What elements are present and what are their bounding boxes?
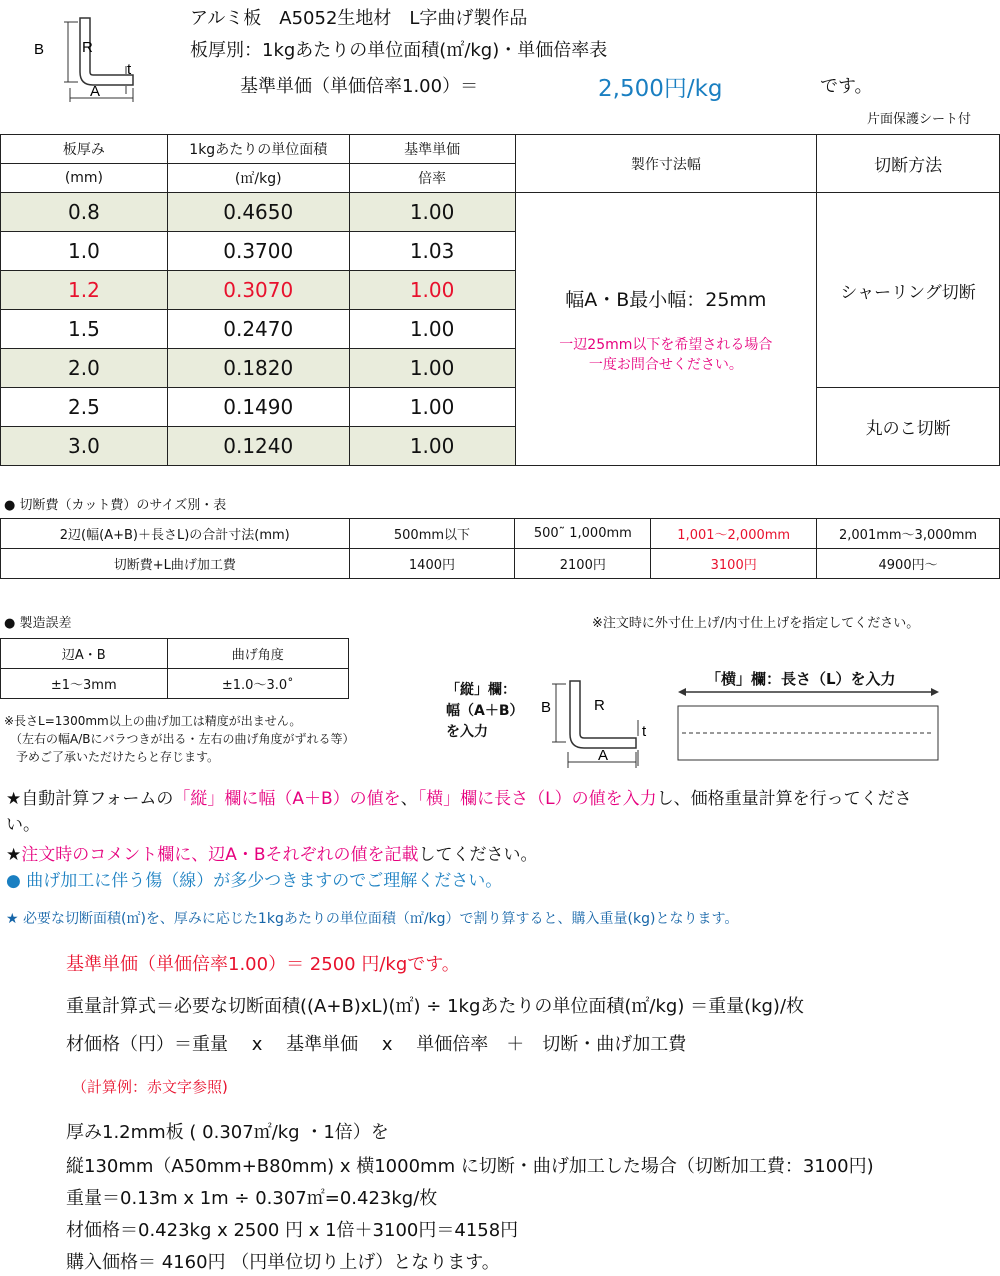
vertical-label-3: を入力 (446, 724, 488, 740)
formula-price: 材価格（円）＝重量 x 基準単価 x 単価倍率 ＋ 切断・曲げ加工費 (66, 1034, 687, 1055)
cut-fee-title: ● 切断費（カット費）のサイズ別・表 (4, 498, 227, 513)
tolerance-table (0, 638, 349, 699)
example-label: （計算例：赤文字参照) (72, 1078, 228, 1096)
cut-fee-v1: 1400円 (349, 549, 515, 579)
base-price-value: 2,500円/kg (598, 76, 723, 102)
label-t-2: t (642, 723, 647, 740)
base-price-suffix: です。 (820, 76, 873, 97)
star-line-1: ★自動計算フォームの「縦」欄に幅（A＋B）の値を、「横」欄に長さ（L）の値を入力し、価格重量計算を行ってくださ (6, 789, 912, 809)
row-rate: 1.00 (349, 427, 515, 466)
example-3: 重量＝0.13m x 1m ÷ 0.307㎡=0.423kg/枚 (66, 1188, 438, 1209)
vertical-label-1: 「縦」欄： (446, 682, 516, 698)
cut-fee-h2: 500˜ 1,000mm (515, 519, 651, 549)
header-title: アルミ板 A5052生地材 L字曲げ製作品 (190, 8, 528, 29)
formula-base: 基準単価（単価倍率1.00）＝ 2500 円/kgです。 (66, 954, 460, 975)
row-rate: 1.00 (349, 193, 515, 232)
star-line-3: ● 曲げ加工に伴う傷（線）が多少つきますのでご理解ください。 (6, 871, 503, 891)
h-rate-unit: 倍率 (349, 164, 515, 193)
h-area: 1kgあたりの単位面積 (167, 135, 349, 164)
tol-v2: ±1.0〜3.0˚ (167, 669, 349, 699)
h-area-unit: (㎡/kg) (167, 164, 349, 193)
label-t: t (127, 61, 132, 78)
tol-h1: 辺A・B (1, 639, 168, 669)
cut-fee-table (0, 518, 1000, 579)
cut-fee-r-label: 切断費+L曲げ加工費 (1, 549, 350, 579)
cut-fee-h-label: 2辺(幅(A+B)＋長さL)の合計寸法(mm) (1, 519, 350, 549)
row-thickness: 2.0 (1, 349, 168, 388)
row-rate: 1.00 (349, 349, 515, 388)
vertical-label (446, 680, 524, 743)
cut-fee-v2: 2100円 (515, 549, 651, 579)
h-width: 製作寸法幅 (515, 135, 817, 193)
vertical-label-2: 幅（A＋B） (446, 703, 524, 719)
cut-fee-h4: 2,001mm〜3,000mm (817, 519, 1000, 549)
base-price-label: 基準単価（単価倍率1.00）＝ (240, 76, 479, 97)
width-main: 幅A・B最小幅：25mm (565, 288, 767, 311)
label-r-2: R (594, 697, 605, 714)
row-area: 0.1490 (167, 388, 349, 427)
example-1: 厚み1.2mm板 ( 0.307㎡/kg ・1倍）を (66, 1122, 389, 1143)
note-2: （左右の幅A/Bにバラつきが出る・左右の曲げ角度がずれる等） (10, 732, 355, 746)
row-thickness: 0.8 (1, 193, 168, 232)
row-area: 0.1820 (167, 349, 349, 388)
label-r: R (82, 39, 93, 56)
width-cell (515, 193, 817, 466)
row-thickness: 3.0 (1, 427, 168, 466)
row-area: 0.3700 (167, 232, 349, 271)
star-line-4: ★ 必要な切断面積(㎡)を、厚みに応じた1kgあたりの単位面積（㎡/kg）で割り算すると、購入重量(kg)となります。 (6, 911, 739, 927)
row-area: 0.1240 (167, 427, 349, 466)
tol-h2: 曲げ角度 (167, 639, 349, 669)
row-area: 0.3070 (167, 271, 349, 310)
note-3: 予めご了承いただけたらと存じます。 (16, 750, 220, 764)
thickness-table (0, 134, 1000, 466)
label-a-2: A (598, 747, 609, 764)
label-b: B (34, 41, 45, 58)
cut-fee-h1: 500mm以下 (349, 519, 515, 549)
length-diagram (676, 686, 941, 762)
row-rate: 1.00 (349, 310, 515, 349)
cut-fee-v3: 3100円 (651, 549, 817, 579)
row-rate: 1.03 (349, 232, 515, 271)
width-note1: 一辺25mm以下を希望される場合 (559, 336, 773, 353)
row-area: 0.2470 (167, 310, 349, 349)
h-thickness: 板厚み (1, 135, 168, 164)
header-subtitle: 板厚別：1kgあたりの単位面積(㎡/kg)・単価倍率表 (190, 40, 608, 61)
row-area: 0.4650 (167, 193, 349, 232)
row-thickness: 1.5 (1, 310, 168, 349)
star-line-2: ★注文時のコメント欄に、辺A・Bそれぞれの値を記載してください。 (6, 845, 538, 865)
order-note: ※注文時に外寸仕上げ/内寸仕上げを指定してください。 (592, 616, 920, 631)
row-thickness: 1.2 (1, 271, 168, 310)
l-bracket-diagram-2 (538, 676, 658, 771)
tolerance-title: ● 製造誤差 (4, 616, 72, 631)
tol-v1: ±1〜3mm (1, 669, 168, 699)
row-thickness: 1.0 (1, 232, 168, 271)
star-line-1b: い。 (6, 815, 40, 835)
row-thickness: 2.5 (1, 388, 168, 427)
h-rate: 基準単価 (349, 135, 515, 164)
example-4: 材価格＝0.423kg x 2500 円 x 1倍＋3100円＝4158円 (66, 1220, 519, 1241)
width-note2: 一度お問合せください。 (588, 356, 743, 373)
cut-method-shearing: シャーリング切断 (817, 193, 1000, 388)
cut-fee-h3: 1,001〜2,000mm (651, 519, 817, 549)
horizontal-label: 「横」欄：長さ（L）を入力 (706, 670, 896, 688)
note-1: ※長さL=1300mm以上の曲げ加工は精度が出ません。 (4, 714, 302, 728)
cut-method-saw: 丸のこ切断 (817, 388, 1000, 466)
label-a: A (90, 83, 101, 100)
h-cut: 切断方法 (817, 135, 1000, 193)
row-rate: 1.00 (349, 388, 515, 427)
row-rate: 1.00 (349, 271, 515, 310)
example-5: 購入価格＝ 4160円 （円単位切り上げ）となります。 (66, 1252, 500, 1273)
protection-note: 片面保護シート付 (867, 112, 972, 127)
cut-fee-v4: 4900円〜 (817, 549, 1000, 579)
example-2: 縦130mm（A50mm+B80mm) x 横1000mm に切断・曲げ加工した場合（切断加工費：3100円) (66, 1156, 874, 1177)
formula-weight: 重量計算式＝必要な切断面積((A+B)xL)(㎡) ÷ 1kgあたりの単位面積(㎡/kg) ＝重量(kg)/枚 (66, 996, 805, 1017)
h-thickness-unit: (mm) (1, 164, 168, 193)
l-bracket-diagram (30, 10, 140, 105)
label-b-2: B (541, 699, 552, 716)
